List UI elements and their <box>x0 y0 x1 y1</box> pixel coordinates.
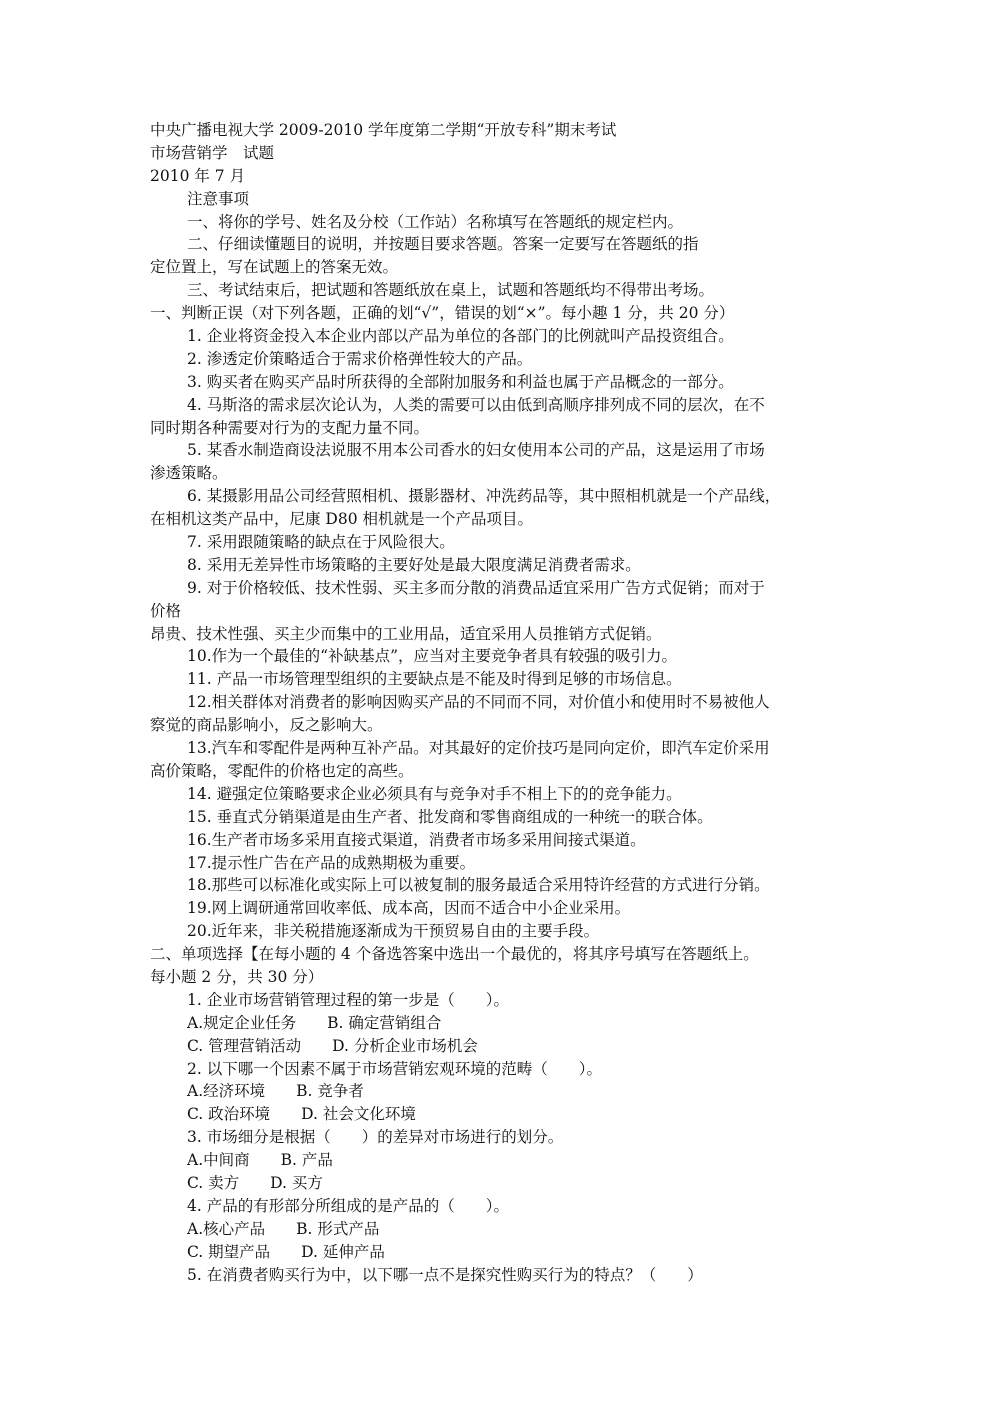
section-single-choice <box>150 943 850 1286</box>
question-line: 1. 企业市场营销管理过程的第一步是（ ）。 <box>187 990 509 1009</box>
question-line: 3. 市场细分是根据（ ）的差异对市场进行的划分。 <box>187 1128 564 1147</box>
question-line: 4. 马斯洛的需求层次论认为，人类的需要可以由低到高顺序排列成不同的层次，在不 <box>187 395 765 414</box>
option-line: A.中间商 B. 产品 <box>187 1151 333 1170</box>
question-line: 10.作为一个最佳的“补缺基点”，应当对主要竞争者具有较强的吸引力。 <box>187 647 678 666</box>
section-true-false <box>150 302 850 943</box>
question-line: 18.那些可以标准化或实际上可以被复制的服务最适合采用特许经营的方式进行分销。 <box>187 876 770 895</box>
question-line: 8. 采用无差异性市场策略的主要好处是最大限度满足消费者需求。 <box>187 555 641 574</box>
question-line: 渗透策略。 <box>150 464 228 483</box>
question-line: 昂贵、技术性强、买主少而集中的工业用品，适宜采用人员推销方式促销。 <box>150 624 662 643</box>
question-line: 5. 在消费者购买行为中，以下哪一点不是探究性购买行为的特点？（ ） <box>187 1265 703 1284</box>
question-line: 17.提示性广告在产品的成熟期极为重要。 <box>187 853 476 872</box>
question-line: 20.近年来，非关税措施逐渐成为干预贸易自由的主要手段。 <box>187 922 600 941</box>
question-line: 4. 产品的有形部分所组成的是产品的（ ）。 <box>187 1196 509 1215</box>
question-line: 察觉的商品影响小，反之影响大。 <box>150 716 383 735</box>
question-line: 同时期各种需要对行为的支配力量不同。 <box>150 418 430 437</box>
question-line: 7. 采用跟随策略的缺点在于风险很大。 <box>187 533 455 552</box>
option-line: A.经济环境 B. 竞争者 <box>187 1082 364 1101</box>
question-line: 1. 企业将资金投入本企业内部以产品为单位的各部门的比例就叫产品投资组合。 <box>187 327 734 346</box>
question-line: 14. 避强定位策略要求企业必须具有与竞争对手不相上下的的竞争能力。 <box>187 784 682 803</box>
question-line: 19.网上调研通常回收率低、成本高，因而不适合中小企业采用。 <box>187 899 631 918</box>
question-line: 13.汽车和零配件是两种互补产品。对其最好的定价技巧是同向定价，即汽车定价采用 <box>187 739 770 758</box>
option-line: C. 管理营销活动 D. 分析企业市场机会 <box>187 1036 478 1055</box>
question-line: 12.相关群体对消费者的影响因购买产品的不同而不同，对价值小和使用时不易被他人 <box>187 693 770 712</box>
question-line: 3. 购买者在购买产品时所获得的全部附加服务和利益也属于产品概念的一部分。 <box>187 372 734 391</box>
option-line: C. 政治环境 D. 社会文化环境 <box>187 1105 416 1124</box>
section-title: 一、判断正误（对下列各题，正确的划“√”，错误的划“×”。每小趣 1 分，共 20 分） <box>150 304 735 323</box>
question-line: 2. 以下哪一个因素不属于市场营销宏观环境的范畴（ ）。 <box>187 1059 602 1078</box>
section-title-cont: 每小题 2 分，共 30 分） <box>150 967 324 986</box>
question-line: 高价策略，零配件的价格也定的高些。 <box>150 761 414 780</box>
section-title: 二、单项选择【在每小题的 4 个备选答案中选出一个最优的，将其序号填写在答题纸上。 <box>150 945 759 964</box>
notice-line: 二、仔细读懂题目的说明，并按题目要求答题。答案一定要写在答题纸的指 <box>187 235 699 254</box>
exam-title: 中央广播电视大学 2009-2010 学年度第二学期“开放专科”期末考试 <box>150 121 617 139</box>
question-line: 5. 某香水制造商设法说服不用本公司香水的妇女使用本公司的产品，这是运用了市场 <box>187 441 765 460</box>
notice-section <box>150 188 850 302</box>
exam-document <box>150 119 850 1286</box>
question-line: 价格 <box>150 601 182 620</box>
exam-subject: 市场营销学 试题 <box>150 143 275 162</box>
exam-date: 2010 年 7 月 <box>150 166 246 185</box>
question-line: 9. 对于价格较低、技术性弱、买主多而分散的消费品适宜采用广告方式促销；而对于 <box>187 578 765 597</box>
question-line: 2. 渗透定价策略适合于需求价格弹性较大的产品。 <box>187 349 533 368</box>
option-line: C. 期望产品 D. 延伸产品 <box>187 1242 385 1261</box>
notice-line: 定位置上，写在试题上的答案无效。 <box>150 258 399 277</box>
question-line: 15. 垂直式分销渠道是由生产者、批发商和零售商组成的一种统一的联合体。 <box>187 807 713 826</box>
question-line: 6. 某摄影用品公司经营照相机、摄影器材、冲洗药品等，其中照相机就是一个产品线， <box>187 487 781 506</box>
question-line: 在相机这类产品中，尼康 D80 相机就是一个产品项目。 <box>150 510 534 529</box>
notice-line: 三、考试结束后，把试题和答题纸放在桌上，试题和答题纸均不得带出考场。 <box>187 281 715 300</box>
option-line: A.核心产品 B. 形式产品 <box>187 1219 380 1238</box>
question-line: 11. 产品一市场管理型组织的主要缺点是不能及时得到足够的市场信息。 <box>187 670 682 689</box>
option-line: A.规定企业任务 B. 确定营销组合 <box>187 1013 442 1032</box>
question-line: 16.生产者市场多采用直接式渠道，消费者市场多采用间接式渠道。 <box>187 830 646 849</box>
option-line: C. 卖方 D. 买方 <box>187 1173 323 1192</box>
notice-heading: 注意事项 <box>187 189 250 208</box>
notice-line: 一、将你的学号、姓名及分校（工作站）名称填写在答题纸的规定栏内。 <box>187 212 684 231</box>
